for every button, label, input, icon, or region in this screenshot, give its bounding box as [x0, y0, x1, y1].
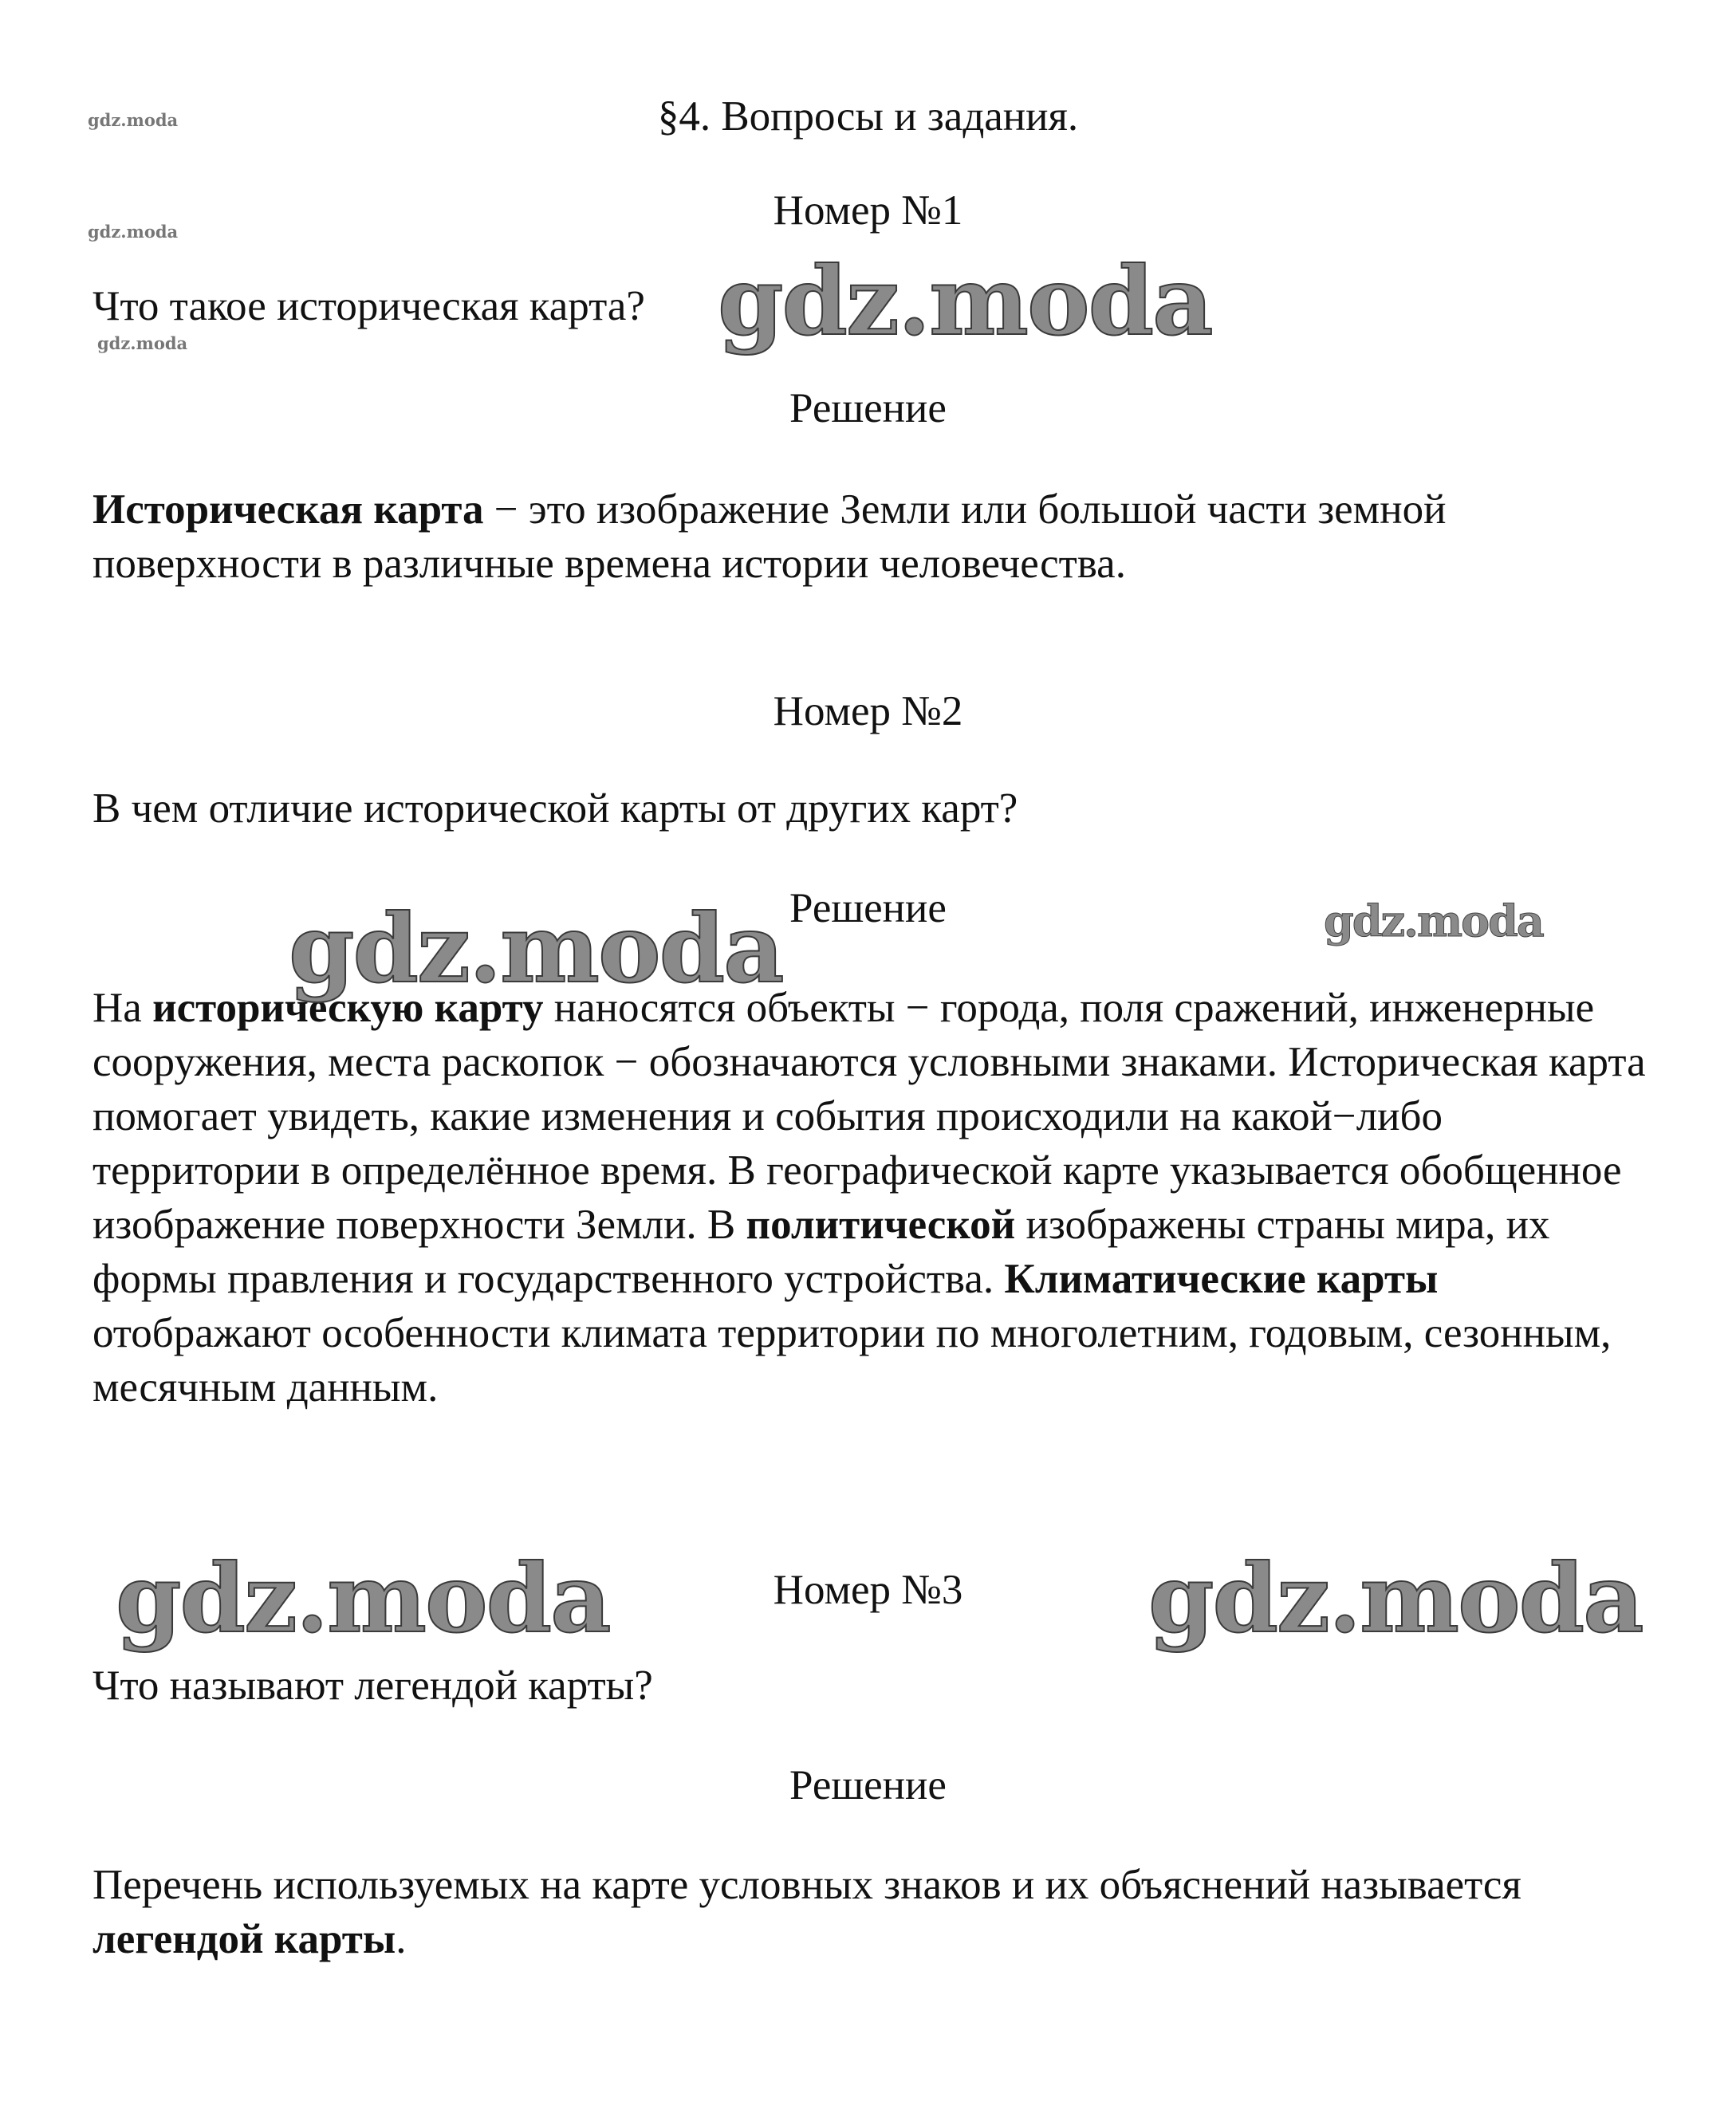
question-3-number: Номер №3: [773, 1567, 963, 1613]
watermark-logo: gdz.moda: [88, 222, 179, 242]
question-1-answer: Историческая карта − это изображение Земли или большой части земной поверхности в различные времена истории человечества.: [93, 486, 1447, 587]
question-2-answer: На историческую карту наносятся объекты − города, поля сражений, инженерные сооружения, места раскопок − обозначаются условными знаками. Историческая карта помогает увидеть, какие изменения и события происходили на какой−либо территории в определённое время. В географической карте указывается обобщенное изображение поверхности Земли. В политической изображены страны мира, их формы правления и государственного устройства. Климатические карты отображают особенности климата территории по многолетним, годовым, сезонным, месячным данным.: [93, 985, 1646, 1411]
answer-term: Историческая карта: [93, 486, 484, 533]
question-2-number: Номер №2: [773, 688, 963, 734]
question-2-solution-label: Решение: [789, 885, 947, 931]
watermark-logo: gdz.moda: [718, 246, 1212, 356]
watermark-logo: gdz.moda: [97, 333, 188, 353]
watermark-logo: gdz.moda: [1324, 895, 1543, 946]
watermark-logo: gdz.moda: [88, 110, 179, 130]
answer-term: Климатические карты: [1004, 1256, 1439, 1302]
question-3-answer: Перечень используемых на карте условных знаков и их объяснений называется легендой карты.: [93, 1862, 1521, 1962]
question-3-solution-label: Решение: [789, 1762, 947, 1808]
question-1-text: Что такое историческая карта?: [93, 283, 645, 329]
watermark-logo: gdz.moda: [1148, 1543, 1643, 1654]
watermark-logo: gdz.moda: [116, 1543, 610, 1654]
question-2-text: В чем отличие исторической карты от других карт?: [93, 785, 1018, 832]
page-title: §4. Вопросы и задания.: [657, 93, 1079, 140]
question-1-solution-label: Решение: [789, 385, 947, 431]
watermark-logo: gdz.moda: [289, 893, 783, 1004]
answer-term: политической: [746, 1202, 1016, 1248]
answer-term: историческую карту: [152, 985, 544, 1031]
question-1-number: Номер №1: [773, 187, 963, 234]
question-3-text: Что называют легендой карты?: [93, 1662, 653, 1709]
answer-term: легендой карты: [93, 1916, 396, 1962]
